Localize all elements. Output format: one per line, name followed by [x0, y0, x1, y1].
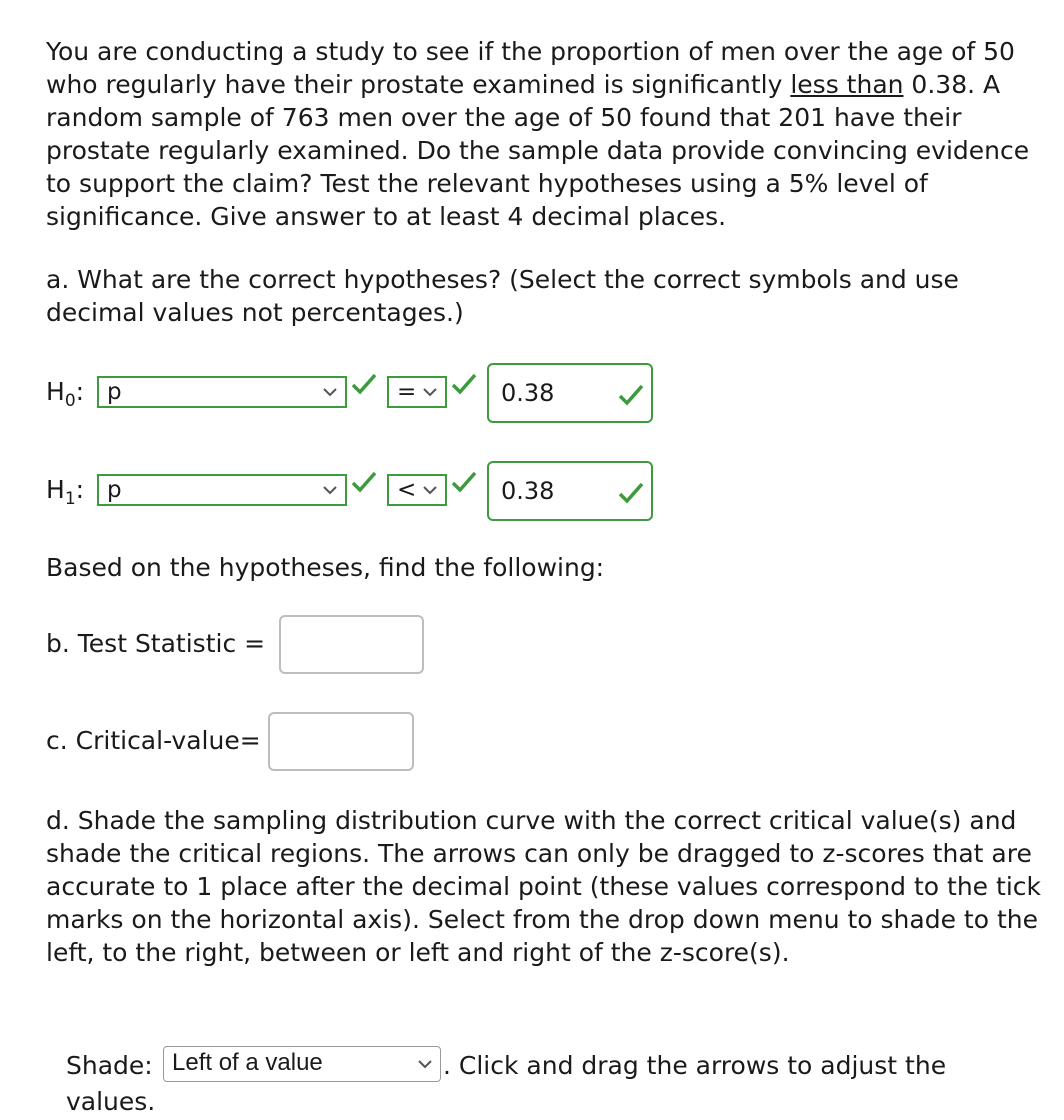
h0-parameter-select[interactable]: p	[97, 376, 347, 408]
h1-label: $H_1$:	[46, 475, 85, 509]
check-icon	[450, 470, 478, 494]
h0-operator-select[interactable]: =	[387, 376, 447, 408]
h1-parameter-select[interactable]: p	[97, 474, 347, 506]
test-statistic-label: b. Test Statistic =	[46, 629, 266, 658]
shade-instructions: . Click and drag the arrows to adjust the values.	[66, 1051, 947, 1116]
chevron-down-icon	[421, 479, 439, 501]
h1-operator-select[interactable]: <	[387, 474, 447, 506]
part-a-prompt: a. What are the correct hypotheses? (Select the correct symbols and use decimal values not percentages.)	[46, 265, 959, 327]
emphasis-less-than: less than	[790, 70, 904, 99]
part-d-prompt: d. Shade the sampling distribution curve with the correct critical value(s) and shade the critical regions. The arrows can only be dragged to z-scores that are accurate to 1 place after the decimal point (these values correspond to the tick marks on the horizontal axis). Select from the drop down menu to shade to the left, to the right, between or left and right of the z-score(s).	[46, 806, 1041, 967]
question-text: You are conducting a study to see if the proportion of men over the age of 50 who regularly have their prostate examined is significantly less than 0.38. A random sample of 763 men over the age of 50 found that 201 have their prostate regularly examined. Do the sample data provide convincing evidence to support the claim? Test the relevant hypotheses using a 5% level of significance. Give answer to at least 4 decimal places.	[46, 37, 1030, 231]
chevron-down-icon	[421, 381, 439, 403]
critical-value-input[interactable]	[268, 712, 414, 771]
h0-label: $H_0$:	[46, 377, 85, 411]
shade-direction-select[interactable]: Left of a value	[163, 1046, 441, 1082]
h1-value-input[interactable]: 0.38	[487, 461, 653, 521]
based-on-text: Based on the hypotheses, find the following:	[46, 553, 605, 582]
chevron-down-icon	[321, 479, 339, 501]
check-icon	[617, 383, 645, 407]
check-icon	[450, 372, 478, 396]
h0-value-input[interactable]: 0.38	[487, 363, 653, 423]
check-icon	[350, 372, 378, 396]
critical-value-label: c. Critical-value=	[46, 726, 261, 755]
chevron-down-icon	[321, 381, 339, 403]
test-statistic-input[interactable]	[279, 615, 424, 674]
shade-label: Shade:	[66, 1051, 153, 1080]
check-icon	[350, 470, 378, 494]
check-icon	[617, 481, 645, 505]
